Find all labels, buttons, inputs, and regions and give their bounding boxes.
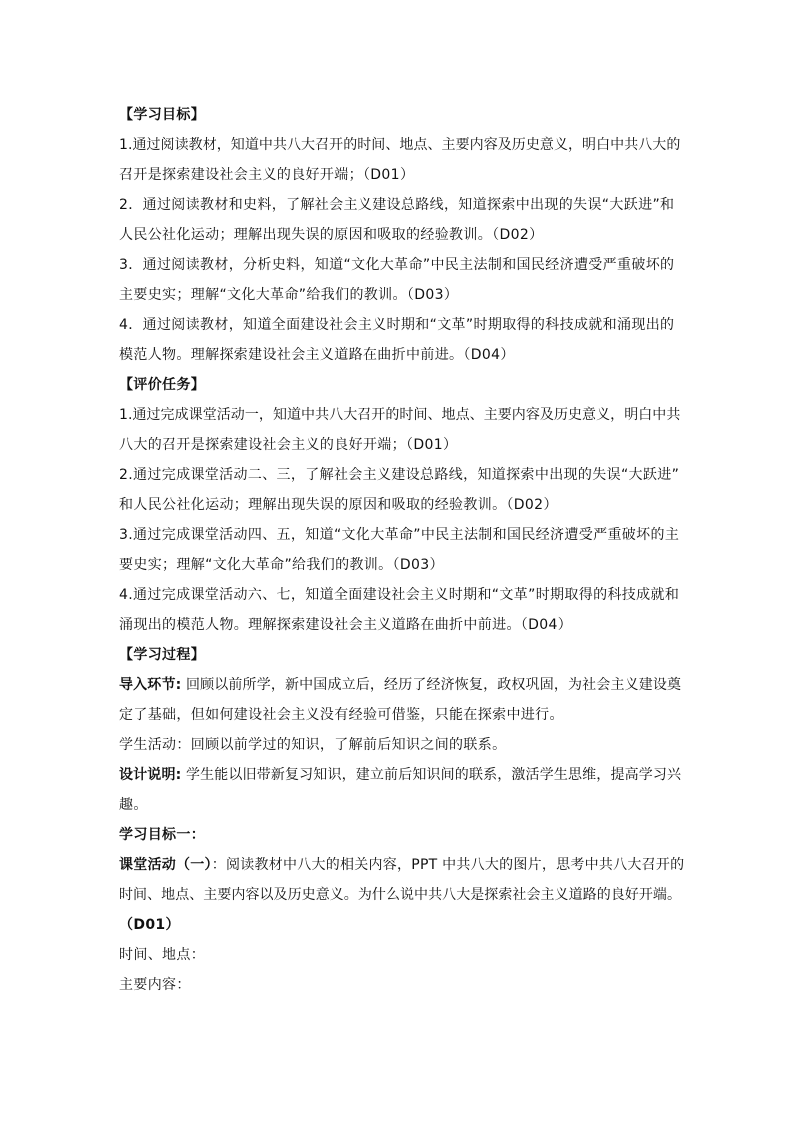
objective-2-line-1: 2．通过阅读教材和史料，了解社会主义建设总路线，知道探索中出现的失误“大跃进”和	[119, 197, 675, 213]
evaluation-heading: 【评价任务】	[119, 377, 206, 393]
intro-label: 导入环节:	[119, 677, 182, 693]
evaluation-1-line-1: 1.通过完成课堂活动一，知道中共八大召开的时间、地点、主要内容及历史意义，明白中共	[119, 407, 681, 423]
objective-4-line-2: 模范人物。理解探索建设社会主义道路在曲折中前进。（D04）	[119, 347, 515, 363]
objective-4-line-1: 4．通过阅读教材，知道全面建设社会主义时期和“文革”时期取得的科技成就和涌现出的	[119, 317, 675, 333]
time-place-label: 时间、地点：	[119, 947, 206, 963]
activity-1-label: 课堂活动（一）	[119, 857, 212, 873]
activity-1-line-1	[119, 850, 685, 880]
goal-1-label: 学习目标一：	[119, 827, 206, 843]
objective-1-line-1: 1.通过阅读教材，知道中共八大召开的时间、地点、主要内容及历史意义，明白中共八大的	[119, 137, 681, 153]
evaluation-3-line-2: 要史实；理解“文化大革命”给我们的教训。（D03）	[119, 557, 444, 573]
activity-1-line-2: 时间、地点、主要内容以及历史意义。为什么说中共八大是探索社会主义道路的良好开端。	[119, 887, 681, 903]
intro-text: 回顾以前所学，新中国成立后，经历了经济恢复，政权巩固，为社会主义建设奠	[181, 677, 682, 693]
activity-1-code: （D01）	[119, 917, 180, 933]
main-content-label: 主要内容：	[119, 977, 191, 993]
evaluation-3-line-1: 3.通过完成课堂活动四、五，知道“文化大革命”中民主法制和国民经济遭受严重破坏的主	[119, 527, 680, 543]
intro-line-2: 定了基础，但如何建设社会主义没有经验可借鉴，只能在探索中进行。	[119, 707, 564, 723]
design-line-2: 趣。	[119, 797, 148, 813]
design-line-1	[119, 760, 682, 790]
evaluation-4-line-1: 4.通过完成课堂活动六、七，知道全面建设社会主义时期和“文革”时期取得的科技成就和	[119, 587, 680, 603]
objective-3-line-2: 主要史实；理解“文化大革命”给我们的教训。（D03）	[119, 287, 459, 303]
document-page	[119, 100, 685, 1000]
design-label: 设计说明:	[119, 767, 182, 783]
evaluation-2-line-2: 和人民公社化运动；理解出现失误的原因和吸取的经验教训。（D02）	[119, 497, 558, 513]
objectives-heading: 【学习目标】	[119, 107, 206, 123]
student-activity: 学生活动：回顾以前学过的知识，了解前后知识之间的联系。	[119, 737, 507, 753]
objective-2-line-2: 人民公社化运动；理解出现失误的原因和吸取的经验教训。（D02）	[119, 227, 544, 243]
evaluation-2-line-1: 2.通过完成课堂活动二、三，了解社会主义建设总路线，知道探索中出现的失误“大跃进”	[119, 467, 680, 483]
process-heading: 【学习过程】	[119, 647, 206, 663]
activity-1-text: ：阅读教材中八大的相关内容，PPT 中共八大的图片，思考中共八大召开的	[211, 857, 685, 873]
objective-1-line-2: 召开是探索建设社会主义的良好开端；（D01）	[119, 167, 415, 183]
evaluation-1-line-2: 八大的召开是探索建设社会主义的良好开端；（D01）	[119, 437, 458, 453]
objective-3-line-1: 3．通过阅读教材，分析史料，知道“文化大革命”中民主法制和国民经济遭受严重破坏的	[119, 257, 675, 273]
intro-line-1	[119, 670, 682, 700]
evaluation-4-line-2: 涌现出的模范人物。理解探索建设社会主义道路在曲折中前进。（D04）	[119, 617, 573, 633]
design-text: 学生能以旧带新复习知识，建立前后知识间的联系，激活学生思维，提高学习兴	[181, 767, 682, 783]
